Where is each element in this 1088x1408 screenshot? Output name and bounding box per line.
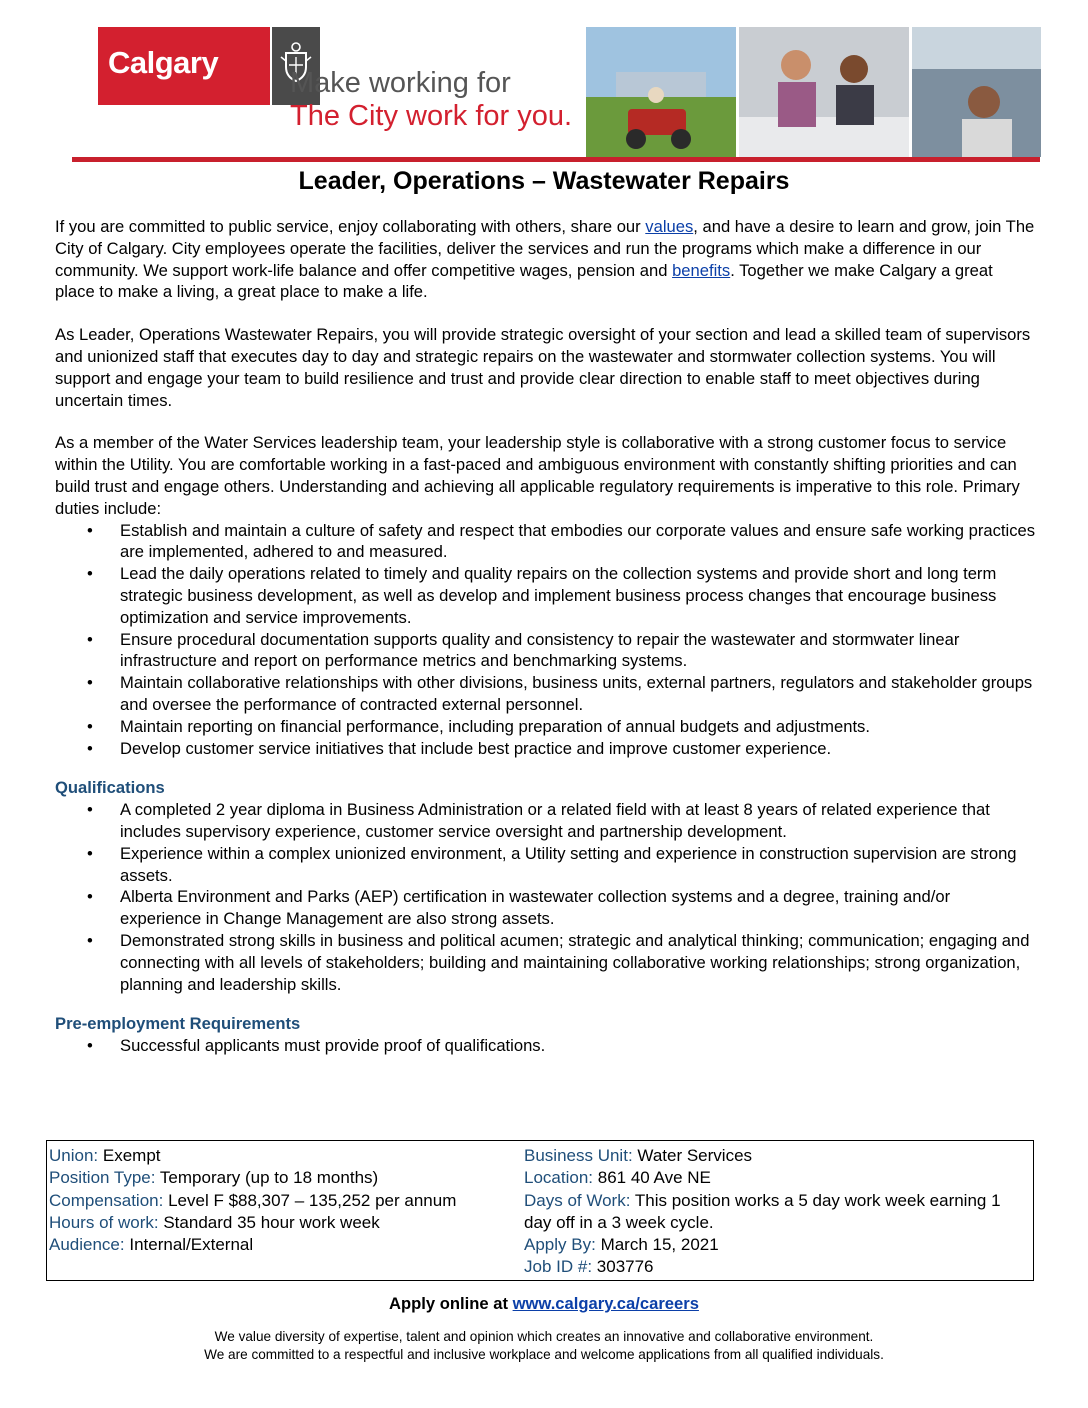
- footer-line-1: We value diversity of expertise, talent and opinion which creates an innovative and collaborative environment.: [214, 1329, 874, 1344]
- leadership-paragraph: As a member of the Water Services leadership team, your leadership style is collaborative with a strong customer focus to service within the Utility. You are comfortable working in a fast-paced and ambiguous environment with constantly shifting priorities and can build trust and engage others. Understanding and achieving all applicable regulatory requirements is imperative to this role. Primary duties include:: [55, 433, 1020, 518]
- intro-text-2: , and have a desire to learn and grow, join The City of Calgary. City employees operate the facilities, deliver the services and run the programs which make a difference in our community. We support work-life balance and offer competitive wages, pension and: [55, 217, 1035, 280]
- role-paragraph: As Leader, Operations Wastewater Repairs, you will provide strategic oversight of your section and lead a skilled team of supervisors and unionized staff that executes day to day and strategic repairs on the wastewater and stormwater collection systems. You will support and engage your team to build resilience and trust and provide clear direction to enable staff to meet objectives during uncertain times.: [55, 325, 1031, 410]
- apply-online: [0, 1294, 1088, 1314]
- union-row: Union: Exempt: [49, 1146, 161, 1165]
- list-item: • Alberta Environment and Parks (AEP) certification in wastewater collection systems and a degree, training and/or experience in Change Management are also strong assets.: [120, 886, 1035, 930]
- apply-text: Apply online at: [389, 1294, 513, 1313]
- apply-by-value: March 15, 2021: [600, 1235, 719, 1255]
- days-of-work-row: Days of Work: This position works a 5 day work week earning 1 day off in a 3 week cycle.: [524, 1190, 1001, 1232]
- intro-text-3: . Together we make Calgary a great place to make a living, a great place to make a life.: [55, 260, 993, 302]
- info-right-column: [524, 1145, 1024, 1279]
- header-photos: [586, 27, 1041, 157]
- position-type-row: Position Type: Temporary (up to 18 months): [49, 1168, 379, 1188]
- qualifications-list: [55, 799, 1035, 995]
- location-label: Location: [524, 1168, 589, 1188]
- job-id-label: Job ID #: [524, 1257, 588, 1277]
- footer-line-2: We are committed to a respectful and inclusive workplace and welcome applications from all qualified individuals.: [204, 1347, 884, 1362]
- apply-by-row: Apply By: March 15, 2021: [524, 1235, 719, 1255]
- business-unit-row: Business Unit: Water Services: [524, 1146, 753, 1165]
- page-title: Leader, Operations – Wastewater Repairs: [298, 167, 790, 195]
- list-item: • Maintain reporting on financial performance, including preparation of annual budgets and adjustments.: [120, 716, 1035, 738]
- list-item: • Develop customer service initiatives that include best practice and improve customer experience.: [120, 738, 1035, 760]
- list-item: • Establish and maintain a culture of safety and respect that embodies our corporate values and ensure safe working practices are implemented, adhered to and measured.: [120, 520, 1035, 564]
- info-left-column: [49, 1145, 456, 1256]
- job-description: [55, 216, 1035, 1071]
- job-info-box: [46, 1140, 1034, 1281]
- days-of-work-value: This position works a 5 day work week earning 1 day off in a 3 week cycle.: [524, 1190, 1001, 1232]
- union-value: Exempt: [102, 1146, 161, 1165]
- hours-value: Standard 35 hour work week: [163, 1212, 380, 1232]
- position-type-label: Position Type: [49, 1168, 151, 1188]
- audience-row: Audience: Internal/External: [49, 1235, 254, 1255]
- slogan-line-1: Make working for: [290, 67, 511, 99]
- list-item: • Ensure procedural documentation supports quality and consistency to repair the wastewater and stormwater linear infrastructure and report on performance metrics and benchmarking systems.: [120, 629, 1035, 673]
- brand-name: Calgary: [108, 45, 219, 80]
- audience-label: Audience: [49, 1235, 120, 1255]
- calgary-logo: [98, 27, 270, 105]
- values-link[interactable]: values: [645, 217, 694, 236]
- intro-paragraph: [55, 216, 1035, 303]
- qualifications-heading: Qualifications: [55, 778, 165, 798]
- header-banner: [98, 27, 1041, 157]
- hours-label: Hours of work: [49, 1212, 154, 1232]
- intro-text-1: If you are committed to public service, enjoy collaborating with others, share our: [55, 217, 646, 236]
- duties-list: [55, 520, 1035, 760]
- benefits-link[interactable]: benefits: [672, 260, 731, 280]
- compensation-value: Level F $88,307 – 135,252 per annum: [168, 1190, 457, 1210]
- job-id-row: Job ID #: 303776: [524, 1257, 654, 1277]
- business-unit-label: Business Unit: [524, 1146, 628, 1165]
- slogan: [290, 67, 572, 133]
- list-item: • Maintain collaborative relationships with other divisions, business units, external partners, regulators and stakeholder groups and oversee the performance of contracted external personnel.: [120, 672, 1035, 716]
- days-of-work-label: Days of Work: [524, 1190, 626, 1210]
- location-value: 861 40 Ave NE: [597, 1168, 711, 1188]
- list-item: • Demonstrated strong skills in business and political acumen; strategic and analytical thinking; communication; engaging and connecting with all levels of stakeholders; building and maintaining collaborative working relationships; strong organization, planning and leadership skills.: [120, 930, 1035, 995]
- list-item: • Experience within a complex unionized environment, a Utility setting and experience in construction supervision are strong assets.: [120, 843, 1035, 887]
- list-item: • Lead the daily operations related to timely and quality repairs on the collection systems and provide short and long term strategic business development, as well as develop and implement business process changes that encourage business optimization and service improvements.: [120, 563, 1035, 628]
- footer: [0, 1328, 1088, 1364]
- apply-by-label: Apply By: [524, 1235, 592, 1255]
- header-rule: [72, 157, 1040, 162]
- pre-employment-list: [55, 1035, 1035, 1057]
- compensation-label: Compensation: [49, 1190, 159, 1210]
- location-row: Location: 861 40 Ave NE: [524, 1168, 711, 1188]
- list-item: • A completed 2 year diploma in Business Administration or a related field with at least 8 years of related experience that includes supervisory experience, customer service oversight and partnership development.: [120, 799, 1035, 843]
- business-unit-value: Water Services: [637, 1146, 753, 1165]
- audience-value: Internal/External: [129, 1235, 254, 1255]
- slogan-line-2: The City work for you.: [290, 100, 573, 132]
- list-item: • Successful applicants must provide proof of qualifications.: [120, 1035, 1035, 1057]
- careers-link[interactable]: www.calgary.ca/careers: [512, 1294, 699, 1313]
- union-label: Union: [49, 1146, 94, 1165]
- position-type-value: Temporary (up to 18 months): [159, 1168, 379, 1188]
- pre-employment-heading: Pre-employment Requirements: [55, 1014, 301, 1034]
- compensation-row: Compensation: Level F $88,307 – 135,252 per annum: [49, 1190, 457, 1210]
- hours-row: Hours of work: Standard 35 hour work week: [49, 1212, 380, 1232]
- job-id-value: 303776: [596, 1257, 654, 1277]
